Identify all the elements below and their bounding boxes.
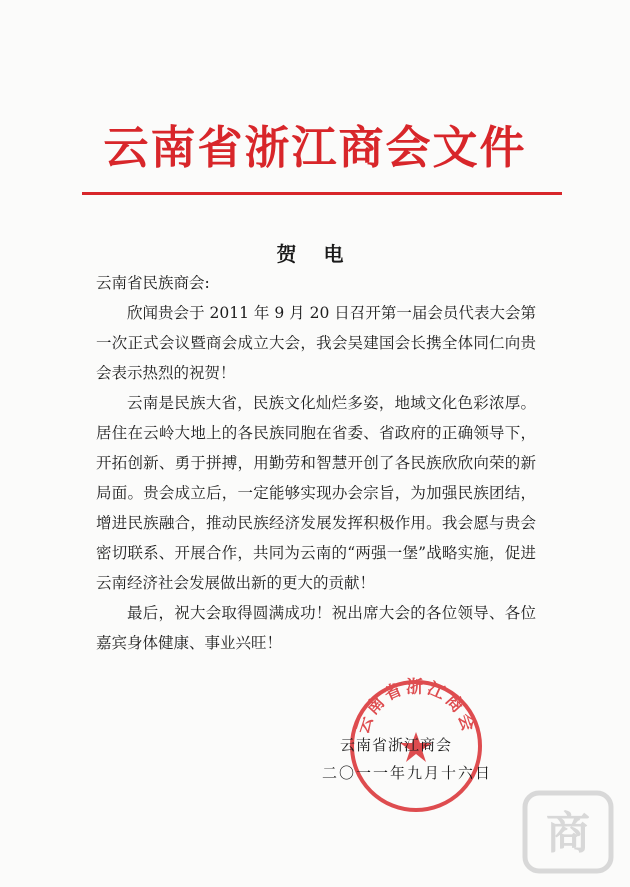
- shang-watermark-logo: [522, 790, 614, 874]
- signature-date: 二〇一一年九月十六日: [322, 764, 493, 782]
- seal-text: 云南省浙江商会: [353, 677, 479, 737]
- signature-organization: 云南省浙江商会: [340, 736, 453, 754]
- salutation: 云南省民族商会:: [96, 274, 210, 292]
- document-body: [96, 268, 536, 658]
- svg-text:云南省浙江商会: [353, 676, 480, 736]
- body-paragraph: 云南是民族大省，民族文化灿烂多姿，地域文化色彩浓厚。居住在云岭大地上的各民族同胞在省委、省政府的正确领导下，开拓创新、勇于拼搏，用勤劳和智慧开创了各民族欣欣向荣的新局面。贵会成立后，一定能够实现办会宗旨，为加强民族团结，增进民族融合，推动民族经济发展发挥积极作用。我会愿与贵会密切联系、开展合作，共同为云南的“两强一堡”战略实施，促进云南经济社会发展做出新的更大的贡献！: [96, 394, 536, 592]
- body-paragraph: 欣闻贵会于 2011 年 9 月 20 日召开第一届会员代表大会第一次正式会议暨商会成立大会，我会吴建国会长携全体同仁向贵会表示热烈的祝贺！: [96, 304, 536, 382]
- watermark-glyph: 商: [546, 808, 590, 859]
- header-red-rule: [82, 192, 562, 195]
- document-header-title: 云南省浙江商会文件: [103, 121, 527, 174]
- document-title: 贺 电: [276, 242, 354, 266]
- body-paragraph: 最后，祝大会取得圆满成功！祝出席大会的各位领导、各位嘉宾身体健康、事业兴旺！: [96, 604, 536, 652]
